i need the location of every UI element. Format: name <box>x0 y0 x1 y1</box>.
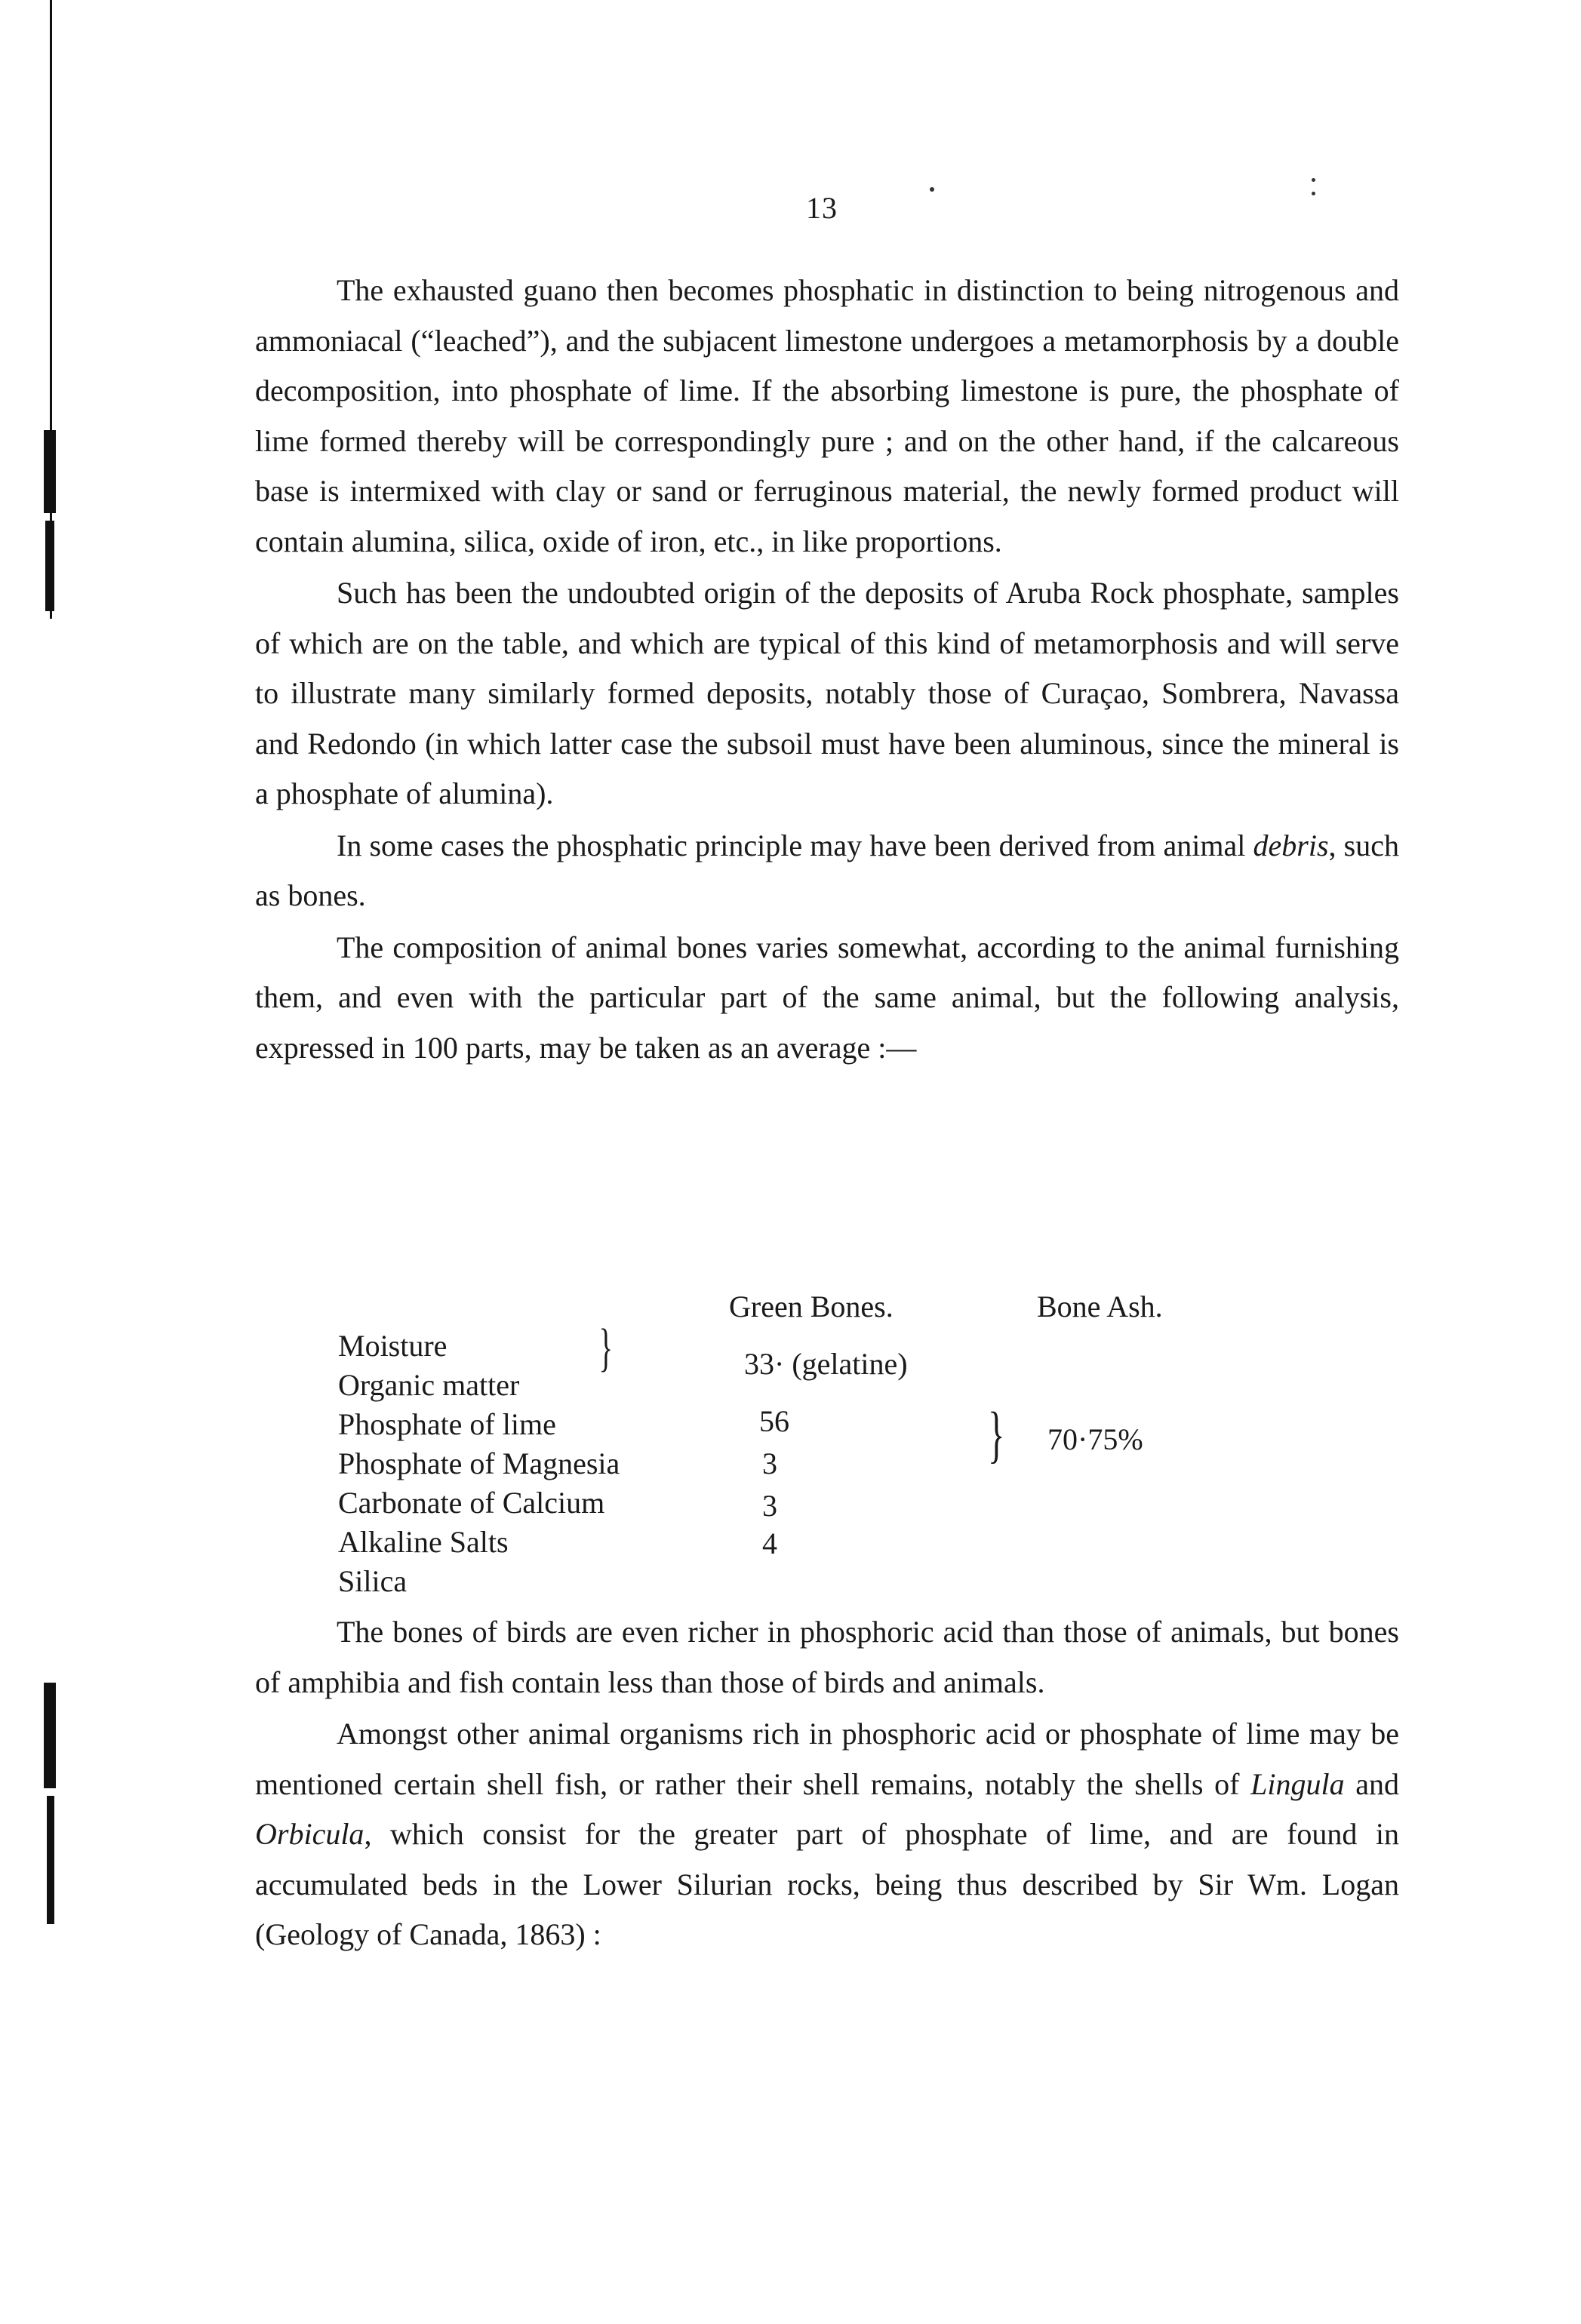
text-run: In some cases the phosphatic principle may have been derived from animal <box>337 828 1253 862</box>
brace-moisture-organic: } <box>598 1319 614 1377</box>
paragraph <box>255 1709 1399 1960</box>
text-run: and <box>1344 1766 1399 1801</box>
paragraph <box>255 568 1399 819</box>
row-label: Organic matter <box>338 1368 520 1402</box>
row-label: Carbonate of Calcium <box>338 1486 605 1520</box>
text-run: Amongst other animal organisms rich in phosphoric acid or phosphate of lime may be mentioned certain shell fish, or rather their shell remains, notably the shells of <box>255 1717 1399 1801</box>
green-bones-value: 3 <box>762 1489 777 1523</box>
italic-term: Lingula <box>1250 1766 1345 1801</box>
body-text-top <box>255 266 1399 1073</box>
italic-term: Orbicula <box>255 1817 364 1851</box>
green-bones-value: 4 <box>762 1526 777 1560</box>
scan-margin-arrow <box>47 1796 54 1924</box>
text-run: The composition of animal bones varies somewhat, according to the animal furnishing them, and even with the particular part of the same animal, but the following analysis, expressed in 100 parts, may be taken as an average :— <box>255 930 1399 1065</box>
text-run: , such as bones. <box>255 828 1399 912</box>
scan-margin-arrow <box>44 1683 56 1788</box>
scan-speck <box>1312 192 1315 195</box>
paragraph <box>255 821 1399 921</box>
text-run: , which consist for the greater part of phosphate of lime, and are found in accumulated beds in the Lower Silurian rocks, being thus described by Sir Wm. Logan (Geology of Canada, 1863) : <box>255 1817 1399 1951</box>
column-header-bone-ash: Bone Ash. <box>1037 1290 1163 1323</box>
scan-speck <box>1312 178 1315 182</box>
brace-bone-ash: } <box>988 1400 1005 1470</box>
paragraph <box>255 923 1399 1074</box>
row-label: Phosphate of lime <box>338 1407 556 1441</box>
row-label: Moisture <box>338 1329 448 1363</box>
column-header-green-bones: Green Bones. <box>729 1290 894 1323</box>
green-bones-value: 56 <box>759 1404 789 1438</box>
moisture-organic-value: 33· (gelatine) <box>744 1347 908 1381</box>
body-text-bottom <box>255 1607 1399 1960</box>
text-run: The exhausted guano then becomes phosphatic in distinction to being nitrogenous and ammoniacal (“leached”), and the subjacent limestone undergoes a metamorphosis by a double decomposition, into phosphate of lime. If the absorbing limestone is pure, the phosphate of lime formed thereby will be correspondingly pure ; and on the other hand, if the calcareous base is intermixed with clay or sand or ferruginous material, the newly formed product will contain alumina, silica, oxide of iron, etc., in like proportions. <box>255 273 1399 558</box>
scan-speck <box>930 187 934 192</box>
scan-margin-bar <box>45 521 54 611</box>
text-run: Such has been the undoubted origin of the deposits of Aruba Rock phosphate, samples of which are on the table, and which are typical of this kind of metamorphosis and will serve to illustrate many similarly formed deposits, notably those of Curaçao, Sombrera, Navassa and Redondo (in which latter case the subsoil must have been aluminous, since the mineral is a phosphate of alumina). <box>255 576 1399 810</box>
paragraph <box>255 266 1399 567</box>
row-label: Silica <box>338 1564 408 1598</box>
paragraph <box>255 1607 1399 1708</box>
bone-ash-value: 70·75% <box>1047 1422 1143 1456</box>
green-bones-value: 3 <box>762 1446 777 1480</box>
text-run: The bones of birds are even richer in phosphoric acid than those of animals, but bones of amphibia and fish contain less than those of birds and animals. <box>255 1615 1399 1699</box>
italic-term: debris <box>1253 828 1329 862</box>
page-number: 13 <box>806 191 838 225</box>
scan-margin-bar <box>44 430 56 513</box>
row-label: Alkaline Salts <box>338 1525 509 1559</box>
row-label: Phosphate of Magnesia <box>338 1446 620 1480</box>
